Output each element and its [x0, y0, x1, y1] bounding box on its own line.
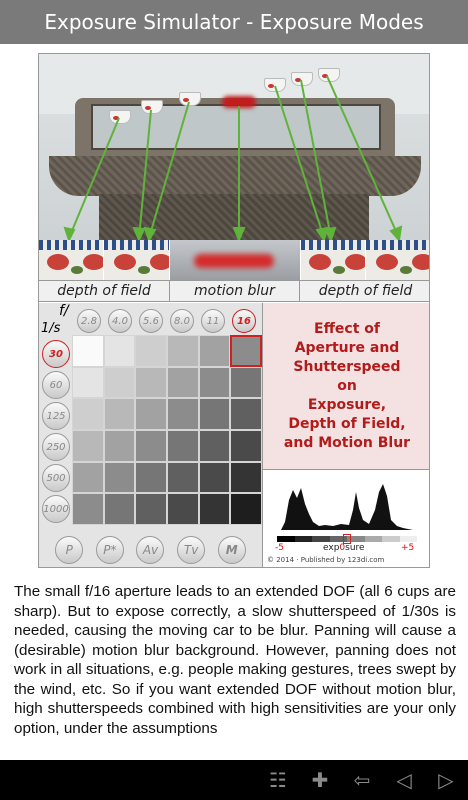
exposure-cell[interactable] — [230, 367, 262, 399]
exposure-cell[interactable] — [104, 398, 136, 430]
aperture-header: f/ — [59, 303, 69, 319]
exposure-cell[interactable] — [104, 335, 136, 367]
shutter-500-button[interactable]: 500 — [42, 464, 70, 492]
table-photo — [39, 54, 430, 240]
exposure-cell[interactable] — [104, 367, 136, 399]
shutter-1000-button[interactable]: 1000 — [42, 495, 70, 523]
exposure-cell[interactable] — [199, 462, 231, 494]
info-text: Effect of Aperture and Shutterspeed on Exposure, Depth of Field, and Motion Blur — [283, 320, 411, 451]
exposure-cell[interactable] — [135, 398, 167, 430]
label-motion-blur: motion blur — [170, 281, 300, 301]
bookmarks-icon[interactable]: ☷ — [269, 768, 287, 792]
exposure-cell[interactable] — [167, 430, 199, 462]
exposure-cell[interactable] — [167, 398, 199, 430]
back-icon[interactable]: ⇦ — [353, 768, 371, 792]
exposure-cell[interactable] — [104, 493, 136, 525]
exposure-scale — [263, 536, 430, 553]
exposure-cell[interactable] — [104, 430, 136, 462]
shutter-header: 1/s — [41, 321, 61, 336]
car-detail — [170, 240, 300, 280]
exposure-cell[interactable] — [135, 462, 167, 494]
prev-icon[interactable]: ◁ — [396, 768, 412, 792]
exposure-cell[interactable] — [167, 462, 199, 494]
exposure-cell[interactable] — [72, 430, 104, 462]
aperture-2-8-button[interactable]: 2.8 — [77, 309, 101, 333]
exposure-cell[interactable] — [104, 462, 136, 494]
exposure-cell[interactable] — [72, 493, 104, 525]
shutter-60-button[interactable]: 60 — [42, 371, 70, 399]
exposure-cell[interactable] — [199, 493, 231, 525]
page-title: Exposure Simulator - Exposure Modes — [44, 10, 424, 34]
copyright: © 2014 · Published by 123di.com — [267, 556, 385, 564]
exposure-cell[interactable] — [230, 398, 262, 430]
exposure-grid[interactable] — [72, 335, 262, 525]
exposure-controls — [39, 303, 262, 568]
cup-detail-3 — [301, 240, 365, 280]
shutter-30-button[interactable]: 30 — [42, 340, 70, 368]
shutter-125-button[interactable]: 125 — [42, 402, 70, 430]
cup-detail-4 — [366, 240, 430, 280]
cup-detail-1 — [39, 240, 103, 280]
exposure-cell[interactable] — [199, 430, 231, 462]
exposure-cell[interactable] — [72, 367, 104, 399]
mode-p-button[interactable]: P — [55, 536, 83, 564]
label-dof-left: depth of field — [39, 281, 170, 301]
mode-row — [39, 531, 262, 568]
exposure-cell[interactable] — [72, 462, 104, 494]
label-dof-right: depth of field — [318, 283, 413, 299]
exposure-cell[interactable] — [199, 367, 231, 399]
detail-strip — [39, 240, 430, 280]
exposure-cell[interactable] — [230, 462, 262, 494]
aperture-4-0-button[interactable]: 4.0 — [108, 309, 132, 333]
description-text: The small f/16 aperture leads to an extended DOF (all 6 cups are sharp). But to expose correctly, a slow shutterspeed of 1/30s is needed, causing the moving car to be blur. Panning will cause a (desirable) motion blur background. However, panning does not work in all situations, e.g. people making gestures, trees swept by the wind, etc. So if you want extended DOF without motion blur, high shutterspeeds combined with high sensitivities are your only option, under the assumptions — [14, 583, 456, 737]
mode-p-star-button[interactable]: P* — [96, 536, 124, 564]
exposure-cell[interactable] — [72, 335, 104, 367]
exposure-cell[interactable] — [135, 430, 167, 462]
aperture-16-button[interactable]: 16 — [232, 309, 256, 333]
aperture-5-6-button[interactable]: 5.6 — [139, 309, 163, 333]
scale-label: exp0sure — [323, 543, 365, 553]
bottom-nav — [0, 760, 468, 800]
mode-tv-button[interactable]: Tv — [177, 536, 205, 564]
exposure-figure — [38, 53, 430, 568]
exposure-cell[interactable] — [199, 335, 231, 367]
shutter-250-button[interactable]: 250 — [42, 433, 70, 461]
mode-av-button[interactable]: Av — [136, 536, 164, 564]
histogram-graph — [263, 470, 430, 536]
add-icon[interactable]: ✚ — [311, 768, 329, 792]
scale-plus: +5 — [401, 543, 415, 553]
exposure-cell[interactable] — [230, 493, 262, 525]
aperture-11-button[interactable]: 11 — [201, 309, 225, 333]
exposure-cell[interactable] — [135, 367, 167, 399]
exposure-cell[interactable] — [135, 493, 167, 525]
app-title-bar — [0, 0, 468, 44]
histogram-panel — [262, 469, 430, 568]
mode-m-button[interactable]: M — [218, 536, 246, 564]
focus-arrows — [39, 54, 430, 240]
exposure-cell[interactable] — [167, 493, 199, 525]
scale-minus: -5 — [275, 543, 284, 553]
cup-detail-2 — [104, 240, 169, 280]
info-panel — [262, 303, 430, 469]
exposure-cell[interactable] — [230, 430, 262, 462]
exposure-cell[interactable] — [72, 398, 104, 430]
exposure-cell[interactable] — [230, 335, 262, 367]
exposure-cell[interactable] — [199, 398, 231, 430]
exposure-cell[interactable] — [167, 335, 199, 367]
aperture-8-0-button[interactable]: 8.0 — [170, 309, 194, 333]
exposure-cell[interactable] — [167, 367, 199, 399]
next-icon[interactable]: ▷ — [438, 768, 454, 792]
exposure-cell[interactable] — [135, 335, 167, 367]
strip-labels — [39, 280, 430, 302]
